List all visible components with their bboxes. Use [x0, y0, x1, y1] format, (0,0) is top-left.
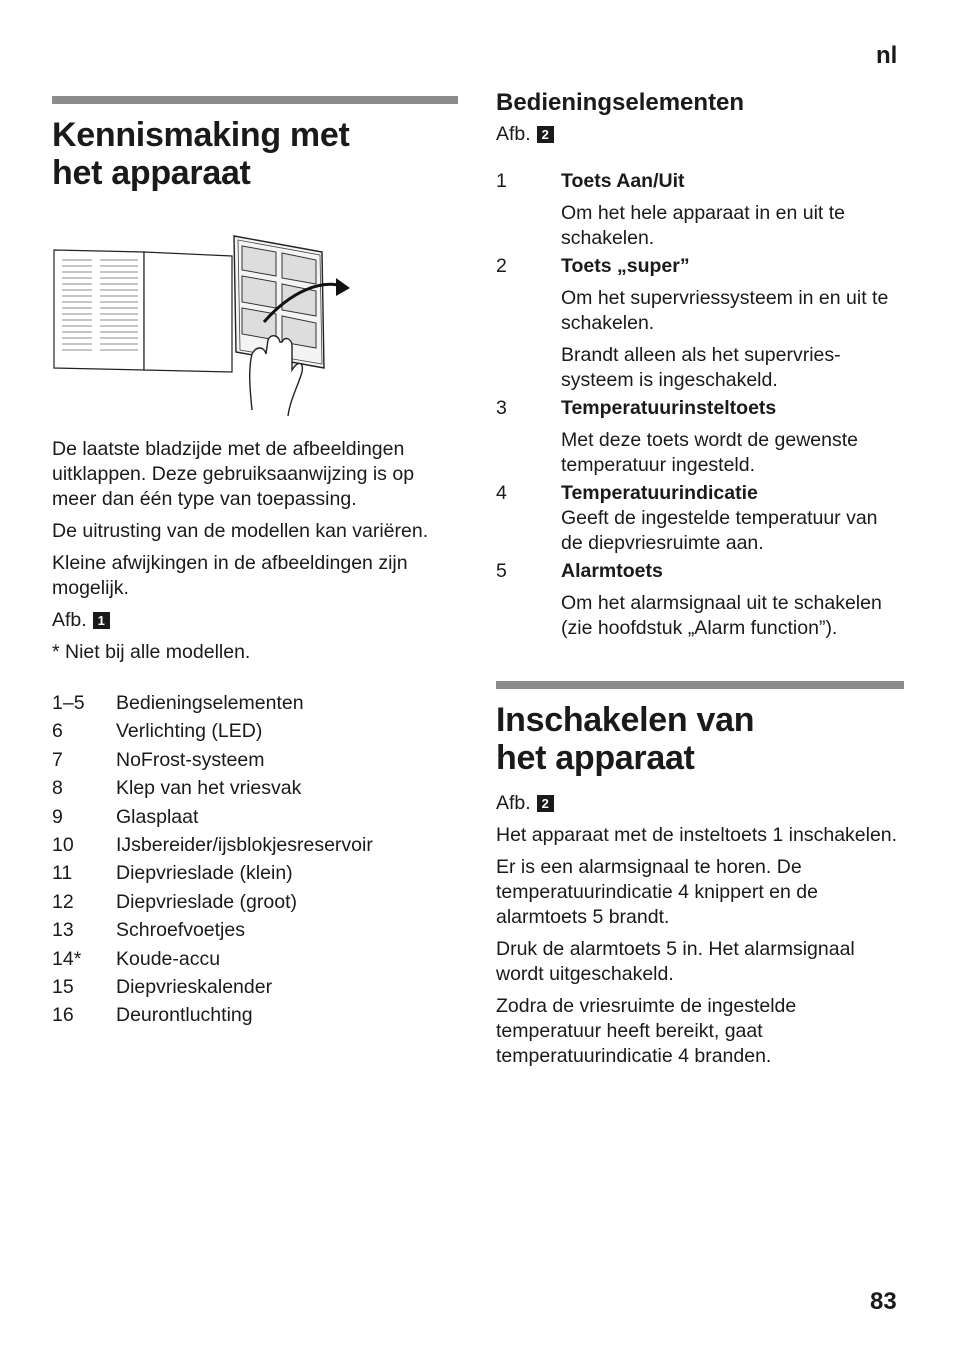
list-item: [52, 973, 458, 1001]
list-item: [52, 945, 458, 973]
section-divider: [496, 681, 904, 689]
control-title: Temperatuurindicatie: [561, 482, 758, 504]
item-label: Klep van het vriesvak: [116, 777, 302, 800]
controls-list: [496, 169, 904, 641]
item-number: 13: [52, 919, 74, 942]
list-item: [52, 831, 458, 859]
title-line-2: het apparaat: [496, 739, 695, 777]
list-item: [52, 803, 458, 831]
control-title: Temperatuurinsteltoets: [561, 397, 777, 419]
title-line-2: het apparaat: [52, 154, 251, 192]
figure-reference-label: Afb.: [496, 792, 531, 814]
control-item: [496, 169, 904, 251]
switch-paragraph-4: Zodra de vriesruimte de ingestelde temperatuur heeft bereikt, gaat temperatuurindicatie 4 branden.: [496, 995, 797, 1067]
control-description: Geeft de ingestelde temperatuur van de diepvriesruimte aan.: [561, 507, 878, 554]
control-description: Om het alarmsignaal uit te schakelen (zie hoofdstuk „Alarm function”).: [561, 592, 882, 639]
item-number: 8: [52, 777, 63, 800]
list-item: [52, 859, 458, 887]
item-number: 12: [52, 890, 74, 913]
right-column: [496, 88, 904, 1069]
item-number: 6: [52, 720, 63, 743]
section-title-intro: [52, 116, 458, 192]
figure-reference-label: Afb.: [52, 609, 87, 631]
language-label: nl: [876, 42, 898, 69]
item-number: 1–5: [52, 692, 85, 714]
item-label: IJsbereider/ijsblokjesreservoir: [116, 834, 373, 857]
control-number: 4: [496, 482, 507, 504]
item-label: Diepvrieslade (groot): [116, 890, 297, 913]
list-item: [52, 746, 458, 774]
item-label: Schroefvoetjes: [116, 919, 245, 942]
control-number: 2: [496, 255, 507, 277]
list-item: [52, 689, 458, 717]
list-item: [52, 916, 458, 944]
list-item: [52, 1001, 458, 1029]
item-label: Diepvrieskalender: [116, 976, 273, 999]
control-item: [496, 559, 904, 641]
item-number: 7: [52, 748, 63, 771]
list-item: [52, 717, 458, 745]
control-item: [496, 481, 904, 556]
item-label: Koude-accu: [116, 947, 221, 970]
figure-number-badge: 2: [537, 126, 554, 143]
control-title: Toets Aan/Uit: [561, 170, 685, 192]
control-description: Met deze toets wordt de gewenste temperatuur ingesteld.: [561, 429, 859, 476]
control-item: [496, 396, 904, 478]
item-number: 11: [52, 862, 73, 885]
section-divider: [52, 96, 458, 104]
item-label: Verlichting (LED): [116, 720, 263, 743]
item-label: Glasplaat: [116, 805, 199, 828]
control-description: Brandt alleen als het supervries-systeem is ingeschakeld.: [561, 344, 841, 391]
item-label: Bedieningselementen: [116, 692, 304, 714]
foldout-page-illustration: [52, 230, 352, 420]
switch-paragraph-2: Er is een alarmsignaal te horen. De temperatuurindicatie 4 knippert en de alarmtoets 5 brandt.: [496, 856, 818, 928]
parts-list: [52, 689, 458, 1030]
item-number: 10: [52, 834, 74, 857]
control-description: Om het supervriessysteem in en uit te schakelen.: [561, 287, 889, 334]
figure-reference-2: [496, 122, 554, 147]
item-label: NoFrost-systeem: [116, 748, 265, 771]
page-number: 83: [870, 1288, 897, 1315]
control-title: Alarmtoets: [561, 560, 663, 582]
figure-number-badge: 1: [93, 612, 110, 629]
figure-reference-1: [52, 608, 110, 633]
controls-heading: Bedieningselementen: [496, 89, 745, 116]
intro-paragraph-2: De uitrusting van de modellen kan variëren.: [52, 520, 429, 542]
item-number: 16: [52, 1004, 74, 1027]
switch-paragraph-3: Druk de alarmtoets 5 in. Het alarmsignaal wordt uitgeschakeld.: [496, 938, 855, 985]
control-title: Toets „super”: [561, 255, 690, 277]
intro-paragraph-3: Kleine afwijkingen in de afbeeldingen zijn mogelijk.: [52, 552, 408, 599]
title-line-1: Kennismaking met: [52, 116, 350, 154]
list-item: [52, 888, 458, 916]
intro-paragraph-1: De laatste bladzijde met de afbeeldingen uitklappen. Deze gebruiksaanwijzing is op meer dan één type van toepassing.: [52, 438, 415, 510]
control-item: [496, 254, 904, 393]
switch-paragraph-1: Het apparaat met de insteltoets 1 inschakelen.: [496, 824, 898, 846]
control-description: Om het hele apparaat in en uit te schakelen.: [561, 202, 846, 249]
control-number: 3: [496, 397, 507, 419]
figure-number-badge: 2: [537, 795, 554, 812]
left-column: [52, 96, 458, 1030]
figure-reference-3: [496, 791, 554, 816]
figure-reference-label: Afb.: [496, 123, 531, 145]
item-label: Deurontluchting: [116, 1004, 253, 1027]
item-number: 15: [52, 976, 74, 999]
item-number: 14*: [52, 947, 82, 970]
section-title-switch-on: [496, 701, 904, 777]
footnote: * Niet bij alle modellen.: [52, 641, 251, 663]
item-number: 9: [52, 805, 63, 828]
item-label: Diepvrieslade (klein): [116, 862, 293, 885]
control-number: 1: [496, 170, 507, 192]
control-number: 5: [496, 560, 507, 582]
list-item: [52, 774, 458, 802]
title-line-1: Inschakelen van: [496, 701, 755, 739]
